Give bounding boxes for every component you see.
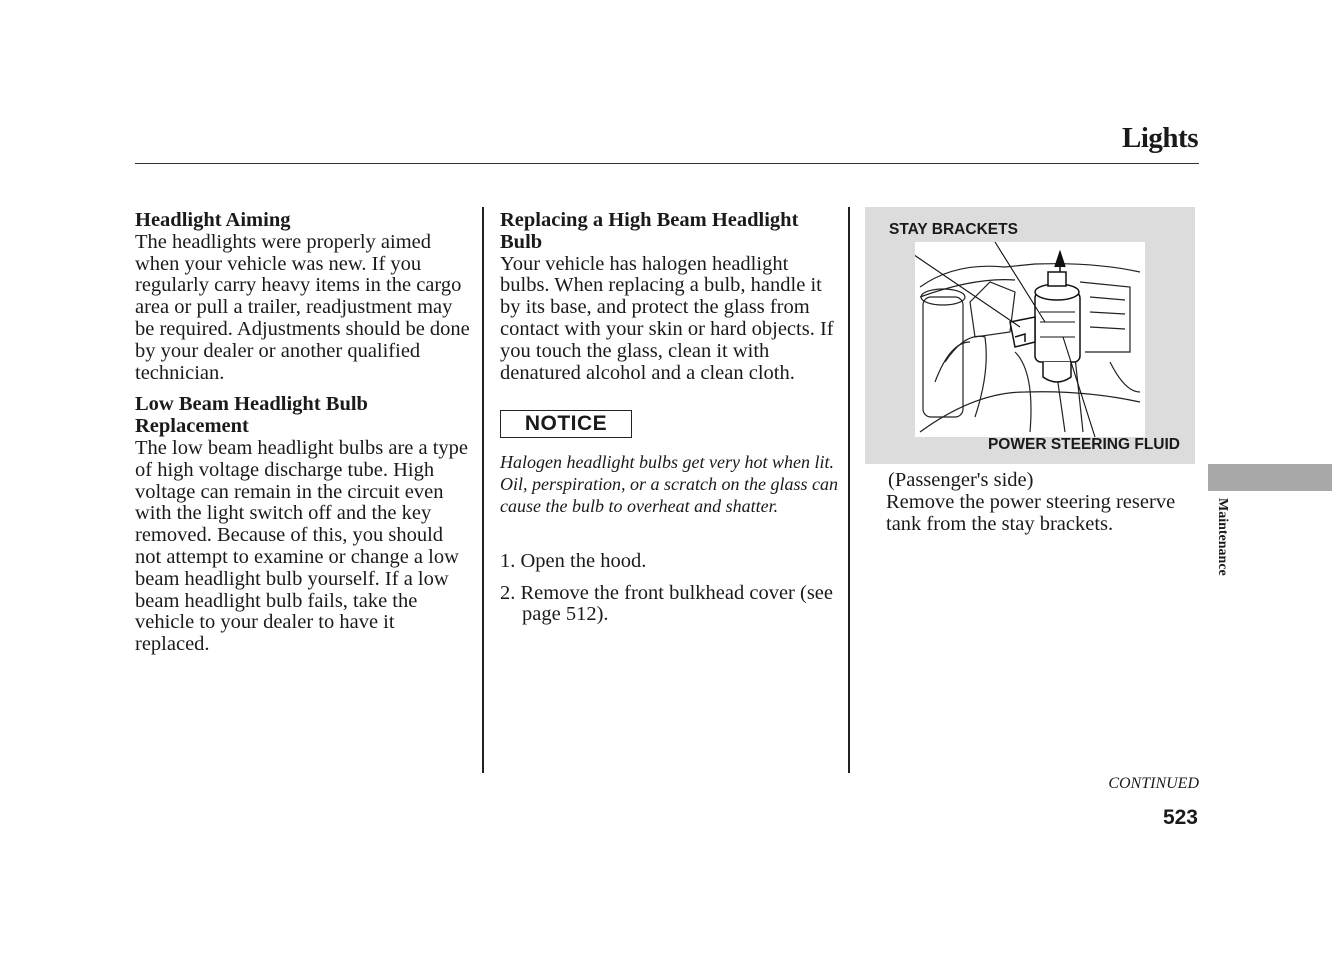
continued-label: CONTINUED [1108, 775, 1199, 792]
high-beam-body: Your vehicle has halogen headlight bulbs. When replacing a bulb, handle it by its base, and protect the glass from contact with your skin or hard objects. If you touch the glass, clean it with denatured alcohol and a clean cloth. [500, 252, 834, 384]
page-title: Lights [1122, 122, 1198, 154]
column-divider [482, 207, 484, 773]
engine-illustration [915, 242, 1145, 437]
notice-text: Halogen headlight bulbs get very hot when lit. Oil, perspiration, or a scratch on the glass can cause the bulb to overheat and shatter. [500, 452, 838, 516]
remove-tank-body: Remove the power steering reserve tank from the stay brackets. [886, 490, 1176, 535]
title-rule [135, 163, 1199, 164]
power-steering-fluid-label: POWER STEERING FLUID [987, 436, 1180, 453]
section-tab [1208, 464, 1332, 491]
page-number: 523 [1162, 806, 1198, 829]
column-1 [135, 210, 470, 656]
column-divider [848, 207, 850, 773]
low-beam-heading: Low Beam Headlight Bulb Replacement [135, 393, 368, 438]
notice-label: NOTICE [524, 412, 608, 436]
column-2 [500, 210, 840, 626]
section-tab-label: Maintenance [1215, 498, 1230, 576]
headlight-aiming-body: The headlights were properly aimed when your vehicle was new. If you regularly carry heavy items in the cargo area or pull a trailer, readjustment may be required. Adjustments should be done by your dealer or another qualified technician. [135, 230, 470, 384]
stay-brackets-label: STAY BRACKETS [889, 221, 1018, 238]
step-2: 2. Remove the front bulkhead cover (see page 512). [500, 581, 834, 626]
engine-figure [865, 207, 1195, 464]
notice-box [500, 410, 632, 438]
column-3 [886, 470, 1186, 535]
low-beam-body: The low beam headlight bulbs are a type of high voltage discharge tube. High voltage can remain in the circuit even with the light switch off and the key removed. Because of this, you should not attempt to examine or change a low beam headlight bulb yourself. If a low beam headlight bulb fails, take the vehicle to your dealer to have it replaced. [135, 436, 469, 656]
step-1: 1. Open the hood. [500, 549, 647, 572]
headlight-aiming-heading: Headlight Aiming [135, 209, 291, 231]
high-beam-heading: Replacing a High Beam Headlight Bulb [500, 209, 799, 253]
figure-caption: (Passenger's side) [888, 469, 1034, 491]
